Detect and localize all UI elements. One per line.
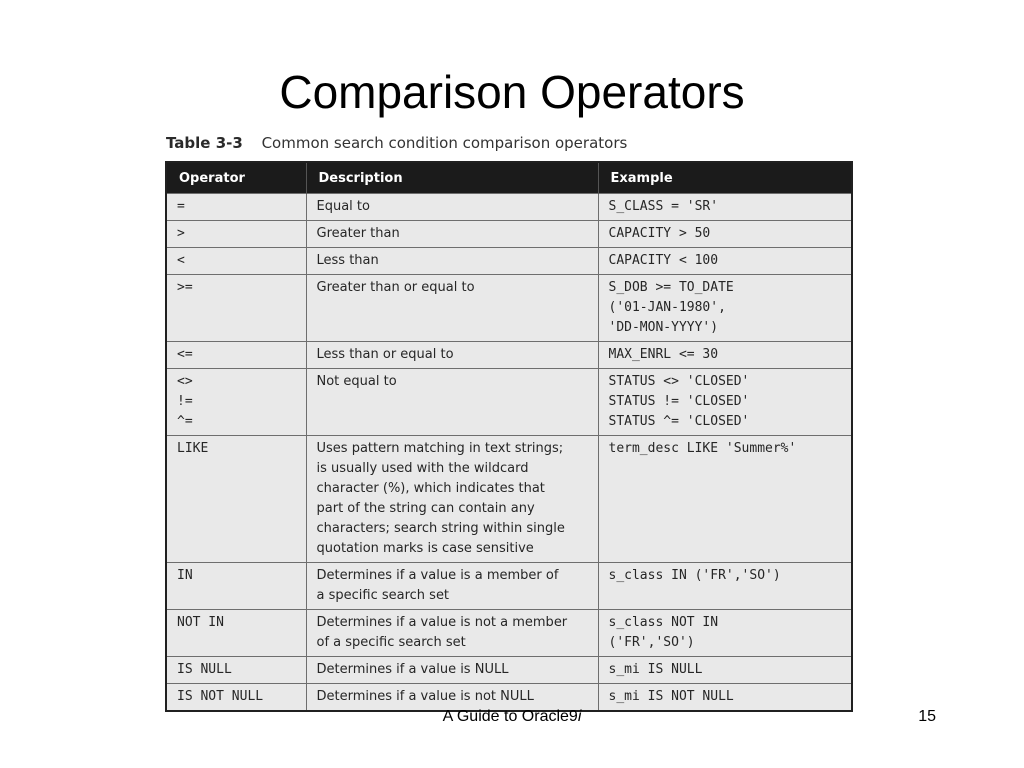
description-cell-line: Less than xyxy=(316,253,379,268)
operator-cell-line: IS NOT NULL xyxy=(177,689,264,704)
example-cell-line: STATUS ^= 'CLOSED' xyxy=(608,414,750,429)
table-caption-text: Common search condition comparison operators xyxy=(261,134,628,152)
operator-cell xyxy=(166,657,306,684)
table-row xyxy=(166,248,852,275)
description-cell-line: character (%), which indicates that xyxy=(316,481,545,496)
operator-cell xyxy=(166,684,306,712)
header-example: Example xyxy=(598,162,852,194)
page-number: 15 xyxy=(918,708,936,725)
table-row xyxy=(166,369,852,436)
operator-cell-line: LIKE xyxy=(177,441,209,456)
example-cell xyxy=(598,248,852,275)
example-cell-line: CAPACITY < 100 xyxy=(608,253,719,268)
example-cell-line: MAX_ENRL <= 30 xyxy=(608,347,719,362)
description-cell-line: Determines if a value is not a member xyxy=(316,615,568,630)
operator-cell-line: IS NULL xyxy=(177,662,232,677)
table-caption xyxy=(166,134,856,156)
description-cell-line: Uses pattern matching in text strings; xyxy=(316,441,564,456)
description-cell-line: of a specific search set xyxy=(316,635,466,650)
operator-cell-line: <> xyxy=(177,374,193,389)
table-row xyxy=(166,563,852,610)
description-cell-line: is usually used with the wildcard xyxy=(316,461,529,476)
operator-cell-line: >= xyxy=(177,280,193,295)
table-row xyxy=(166,657,852,684)
operator-cell xyxy=(166,610,306,657)
description-cell-line: Determines if a value is not NULL xyxy=(316,689,534,704)
header-operator: Operator xyxy=(166,162,306,194)
example-cell xyxy=(598,275,852,342)
operator-cell xyxy=(166,369,306,436)
description-cell xyxy=(306,248,598,275)
description-cell xyxy=(306,194,598,221)
table-row xyxy=(166,342,852,369)
example-cell-line: term_desc LIKE 'Summer%' xyxy=(608,441,797,456)
description-cell-line: a specific search set xyxy=(316,588,450,603)
operator-cell-line: < xyxy=(177,253,185,268)
table-row xyxy=(166,221,852,248)
operator-cell xyxy=(166,275,306,342)
table-body xyxy=(166,194,852,712)
operator-cell-line: NOT IN xyxy=(177,615,224,630)
table-label: Table 3-3 xyxy=(166,134,243,152)
slide-title: Comparison Operators xyxy=(279,66,745,118)
description-cell xyxy=(306,342,598,369)
operator-cell-line: <= xyxy=(177,347,193,362)
example-cell xyxy=(598,221,852,248)
description-cell-line: part of the string can contain any xyxy=(316,501,535,516)
operator-cell-line: != xyxy=(177,394,193,409)
table-row xyxy=(166,610,852,657)
footer-title xyxy=(400,708,624,726)
description-cell-line: quotation marks is case sensitive xyxy=(316,541,534,556)
example-cell-line: 'DD-MON-YYYY') xyxy=(608,320,719,335)
example-cell-line: S_DOB >= TO_DATE xyxy=(608,280,734,295)
example-cell xyxy=(598,657,852,684)
operator-cell xyxy=(166,194,306,221)
description-cell xyxy=(306,610,598,657)
example-cell xyxy=(598,369,852,436)
description-cell xyxy=(306,221,598,248)
example-cell-line: s_class NOT IN xyxy=(608,615,719,630)
example-cell-line: s_mi IS NULL xyxy=(608,662,703,677)
description-cell-line: Less than or equal to xyxy=(316,347,454,362)
example-cell-line: CAPACITY > 50 xyxy=(608,226,711,241)
footer-text: A Guide to Oracle9 xyxy=(442,708,578,725)
example-cell xyxy=(598,684,852,712)
table-header-row xyxy=(166,162,852,194)
example-cell-line: s_class IN ('FR','SO') xyxy=(608,568,781,583)
example-cell-line: ('FR','SO') xyxy=(608,635,695,650)
example-cell-line: STATUS <> 'CLOSED' xyxy=(608,374,750,389)
table-row xyxy=(166,436,852,563)
description-cell xyxy=(306,657,598,684)
description-cell-line: characters; search string within single xyxy=(316,521,565,536)
operator-cell xyxy=(166,342,306,369)
description-cell-line: Determines if a value is NULL xyxy=(316,662,509,677)
table-row xyxy=(166,194,852,221)
table-row xyxy=(166,275,852,342)
example-cell-line: s_mi IS NOT NULL xyxy=(608,689,734,704)
example-cell xyxy=(598,436,852,563)
description-cell xyxy=(306,436,598,563)
operator-cell-line: IN xyxy=(177,568,193,583)
description-cell-line: Greater than xyxy=(316,226,400,241)
example-cell-line: ('01-JAN-1980', xyxy=(608,300,726,315)
description-cell xyxy=(306,369,598,436)
operator-cell xyxy=(166,248,306,275)
example-cell xyxy=(598,610,852,657)
description-cell xyxy=(306,563,598,610)
footer-italic-suffix: i xyxy=(577,708,582,725)
description-cell xyxy=(306,684,598,712)
example-cell xyxy=(598,194,852,221)
operator-cell xyxy=(166,221,306,248)
description-cell-line: Greater than or equal to xyxy=(316,280,475,295)
example-cell-line: STATUS != 'CLOSED' xyxy=(608,394,750,409)
example-cell xyxy=(598,563,852,610)
operator-cell xyxy=(166,563,306,610)
example-cell xyxy=(598,342,852,369)
operator-cell xyxy=(166,436,306,563)
operators-table xyxy=(165,161,853,712)
operator-cell-line: ^= xyxy=(177,414,193,429)
description-cell-line: Determines if a value is a member of xyxy=(316,568,559,583)
description-cell-line: Not equal to xyxy=(316,374,397,389)
example-cell-line: S_CLASS = 'SR' xyxy=(608,199,719,214)
operator-cell-line: = xyxy=(177,199,185,214)
operator-cell-line: > xyxy=(177,226,185,241)
description-cell xyxy=(306,275,598,342)
table-row xyxy=(166,684,852,712)
description-cell-line: Equal to xyxy=(316,199,370,214)
header-description: Description xyxy=(306,162,598,194)
operators-table-container xyxy=(165,161,851,712)
